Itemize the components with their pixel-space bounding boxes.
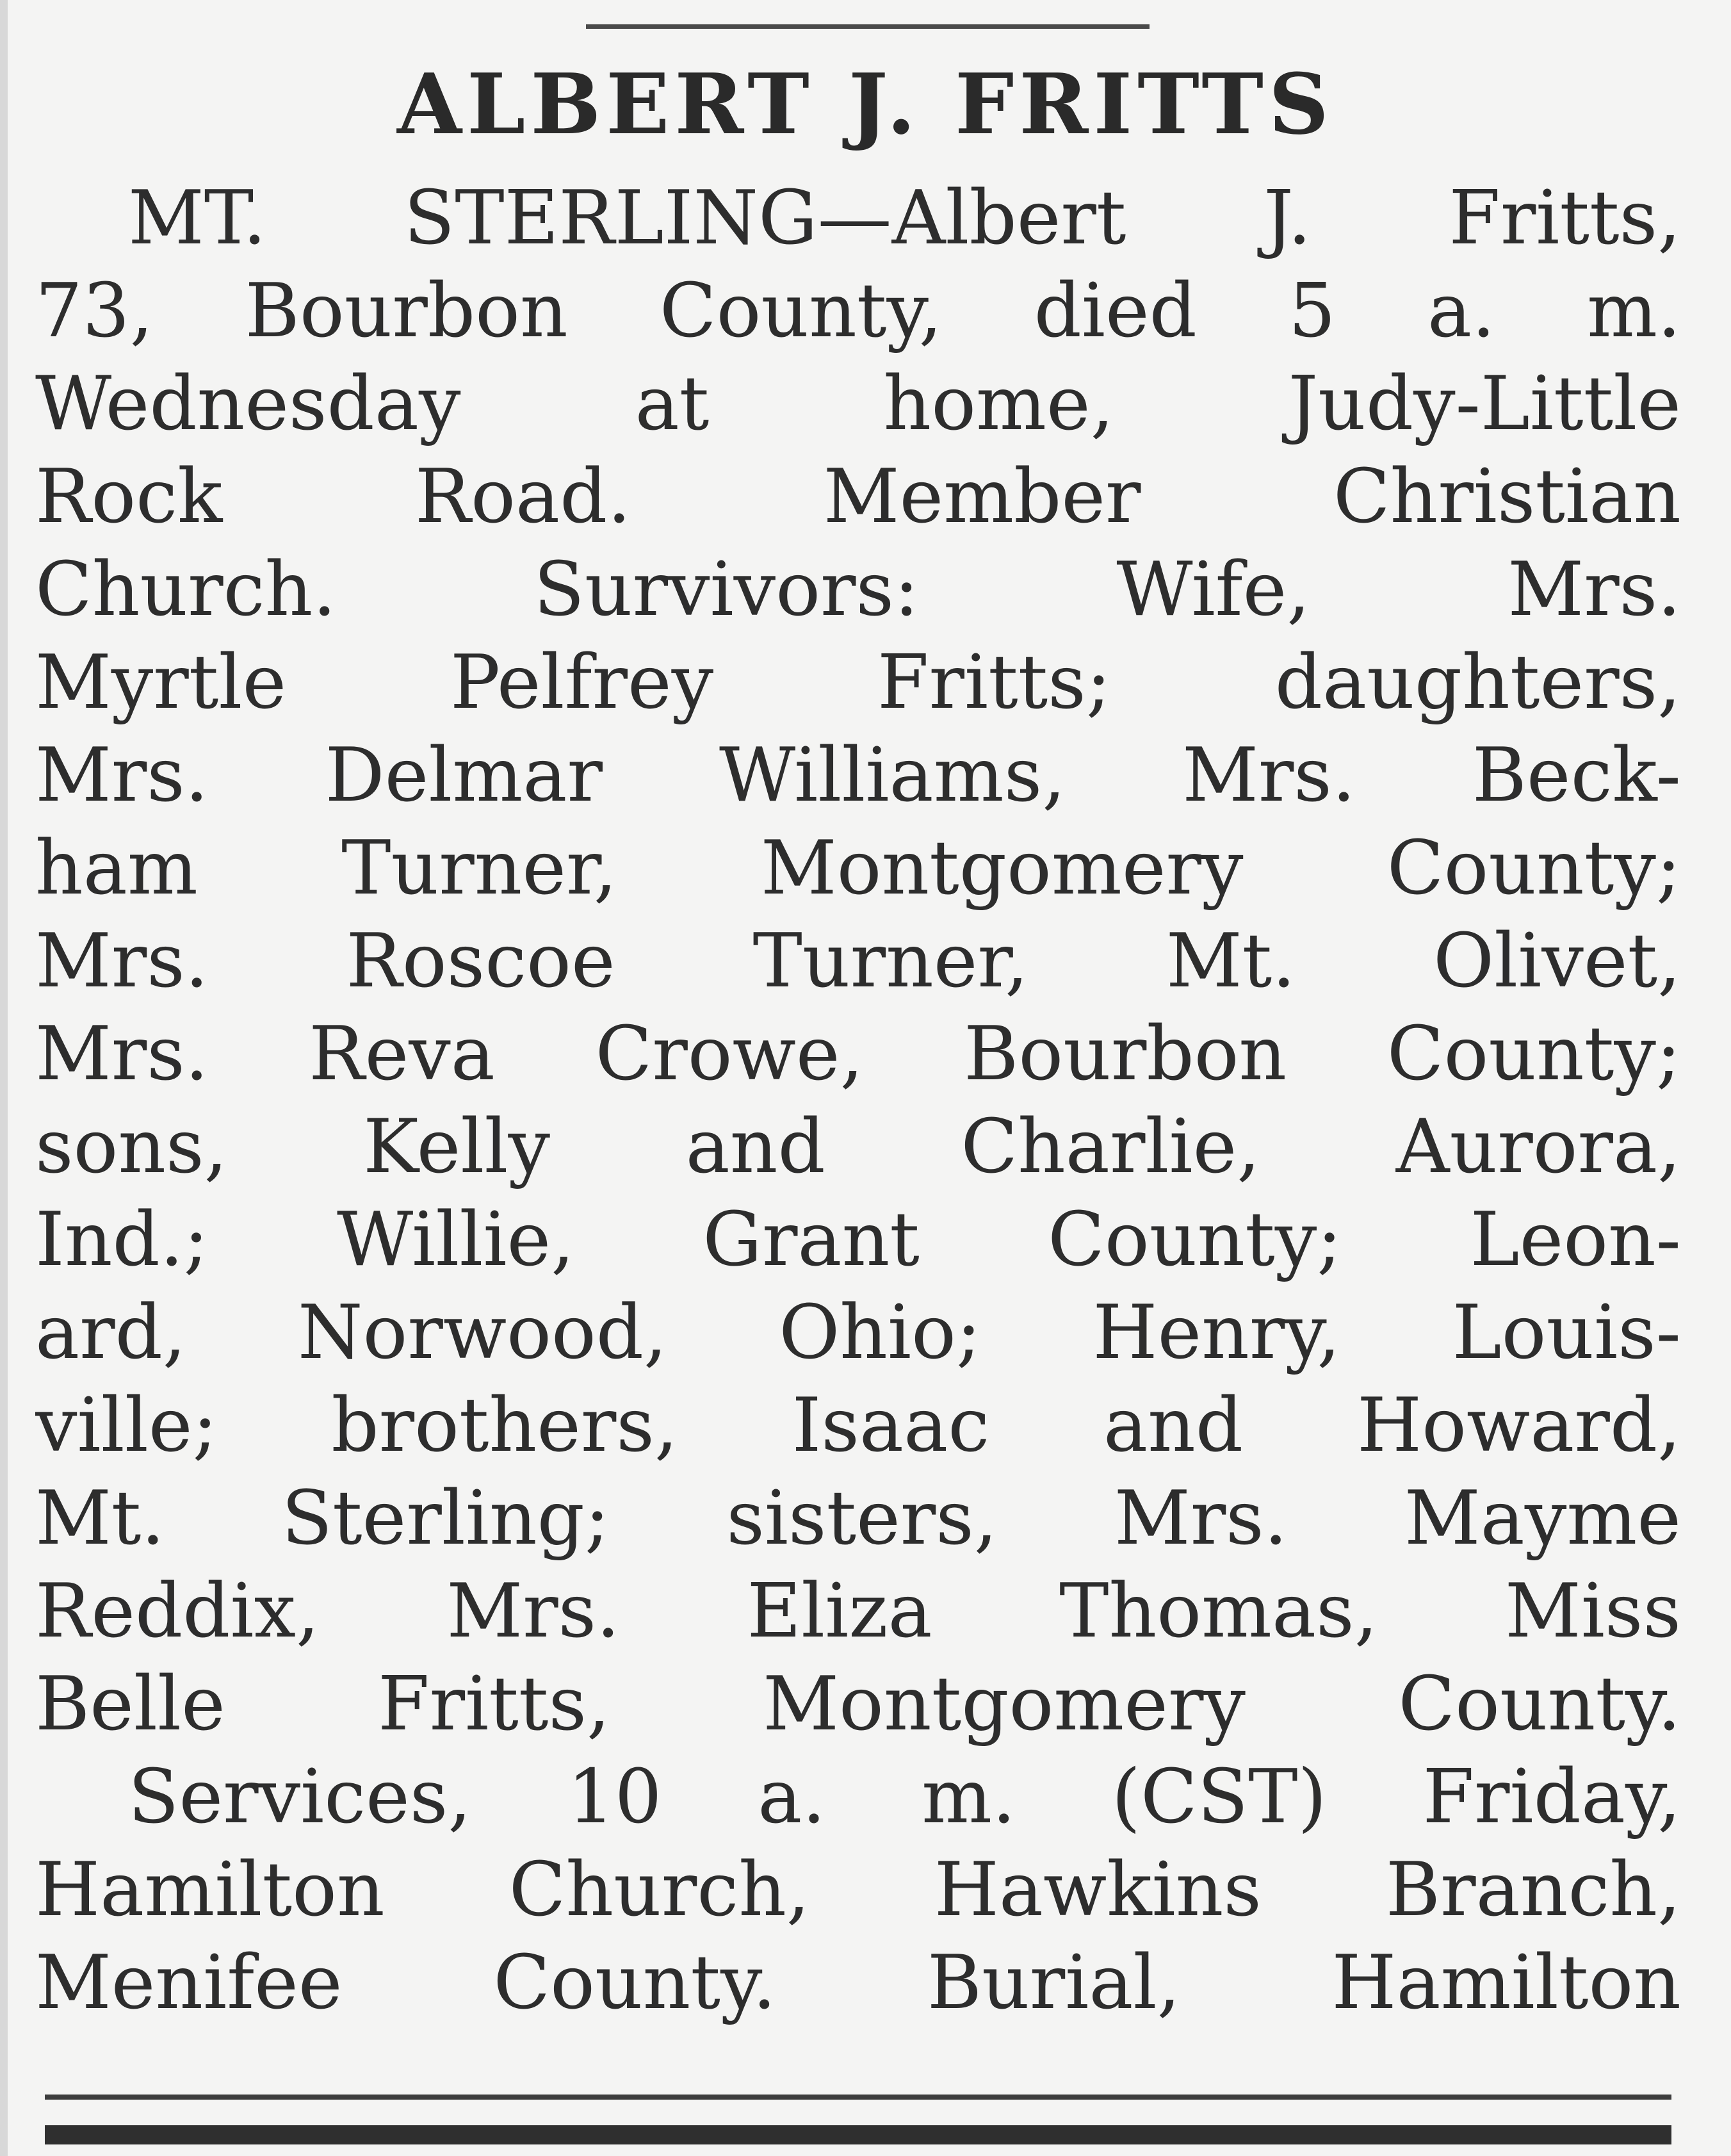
body-line: Church. Survivors: Wife, Mrs. — [35, 546, 1681, 633]
obituary-headline: ALBERT J. FRITTS — [397, 55, 1334, 153]
body-line: Reddix, Mrs. Eliza Thomas, Miss — [35, 1568, 1681, 1654]
body-line: Myrtle Pelfrey Fritts; daughters, — [35, 639, 1681, 726]
body-line: Menifee County. Burial, Hamilton — [35, 1940, 1681, 2026]
body-line: MT. STERLING—Albert J. Fritts, — [128, 175, 1681, 261]
body-line: ham Turner, Montgomery County; — [35, 825, 1681, 911]
body-line: Mrs. Delmar Williams, Mrs. Beck- — [35, 732, 1681, 819]
body-line: Ind.; Willie, Grant County; Leon- — [35, 1196, 1681, 1283]
body-line: Hamilton Church, Hawkins Branch, — [35, 1847, 1681, 1933]
bottom-divider-rule — [45, 2095, 1671, 2100]
obituary-body — [35, 172, 1681, 2029]
body-line: ville; brothers, Isaac and Howard, — [35, 1382, 1681, 1469]
body-line: Belle Fritts, Montgomery County. — [35, 1661, 1681, 1747]
body-line: 73, Bourbon County, died 5 a. m. — [35, 268, 1681, 354]
body-line: ard, Norwood, Ohio; Henry, Louis- — [35, 1289, 1681, 1376]
body-line: Mrs. Reva Crowe, Bourbon County; — [35, 1011, 1681, 1097]
body-line: sons, Kelly and Charlie, Aurora, — [35, 1104, 1681, 1190]
body-line: Wednesday at home, Judy-Little — [35, 361, 1681, 447]
bottom-heavy-rule — [45, 2125, 1671, 2144]
body-line: Mt. Sterling; sisters, Mrs. Mayme — [35, 1475, 1681, 1562]
body-line: Services, 10 a. m. (CST) Friday, — [128, 1754, 1681, 1840]
body-line: Rock Road. Member Christian — [35, 453, 1681, 540]
clipping-left-edge — [0, 0, 8, 2156]
body-line: Mrs. Roscoe Turner, Mt. Olivet, — [35, 918, 1681, 1004]
top-divider-rule — [586, 24, 1150, 29]
